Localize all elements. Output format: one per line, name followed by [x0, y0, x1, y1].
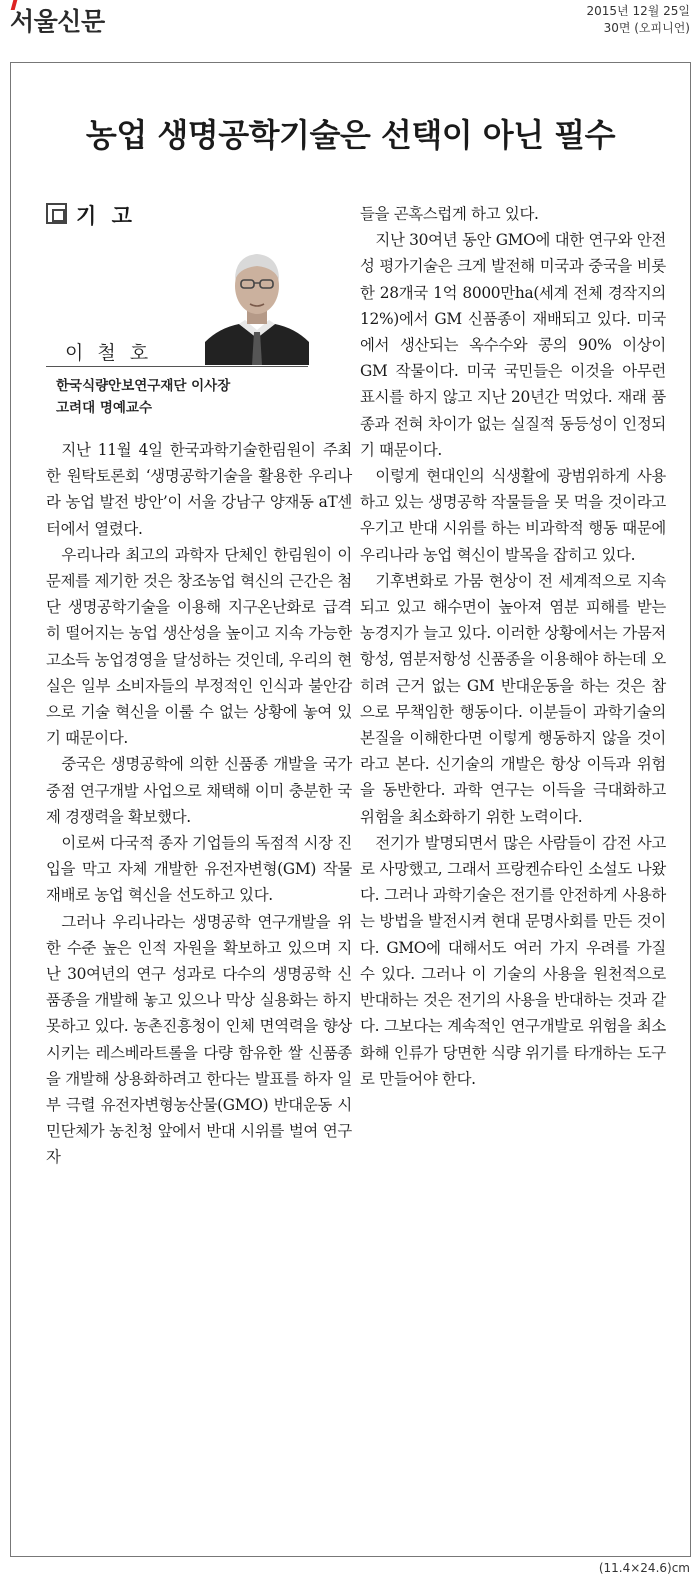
- body-paragraph-continued: 들을 곤혹스럽게 하고 있다.: [360, 205, 539, 223]
- author-title-primary: 한국식량안보연구재단 이사장: [56, 378, 231, 394]
- author-portrait: [205, 240, 309, 365]
- body-paragraph: 지난 30여년 동안 GMO에 대한 연구와 안전성 평가기술은 크게 발전해 미국과 중국을 비롯한 28개국 1억 8000만ha(세계 전체 경작지의 12%)에서 GM 신품종이 재배되고 있다. 미국에서 생산되는 옥수수와 콩의 90% 이상이 GM 작물이다. 미국 국민들은 이것을 아무런 표시를 하지 않고 지난 20년간 먹었다. 재래 품종과 전혀 차이가 없는 실질적 동등성이 인정되기 때문이다.: [360, 231, 666, 459]
- publication-meta: [587, 3, 690, 37]
- article-column-right: [360, 201, 666, 1092]
- body-paragraph: 그러나 우리나라는 생명공학 연구개발을 위한 수준 높은 인적 자원을 확보하고 있으며 지난 30여년의 연구 성과로 다수의 생명공학 신품종을 개발해 놓고 있으나 막상 실용화는 하지 못하고 있다. 농촌진흥청이 인체 면역력을 향상시키는 레스베라트롤을 다량 함유한 쌀 신품종을 개발해 상용화하려고 한다는 발표를 하자 일부 극렬 유전자변형농산물(GMO) 반대운동 시민단체가 농친청 앞에서 반대 시위를 벌여 연구자: [46, 912, 352, 1167]
- publication-date: 2015년 12월 25일: [586, 4, 690, 18]
- body-paragraph: 전기가 발명되면서 많은 사람들이 감전 사고로 사망했고, 그래서 프랑켄슈타인 소설도 나왔다. 그러나 과학기술은 전기를 안전하게 사용하는 방법을 발전시켜 현대 문명사회를 만든 것이다. GMO에 대해서도 여러 가지 우려를 가질 수 있다. 그러나 이 기술의 사용을 원천적으로 반대하는 것은 전기의 사용을 반대하는 것과 같다. 그보다는 계속적인 연구개발로 위험을 최소화해 인류가 당면한 식량 위기를 타개하는 도구로 만들어야 한다.: [360, 833, 666, 1088]
- article-column-left: [46, 437, 352, 1171]
- body-paragraph: 이렇게 현대인의 식생활에 광범위하게 사용하고 있는 생명공학 작물들을 못 먹을 것이라고 우기고 반대 시위를 하는 비과학적 행동 때문에 우리나라 농업 혁신이 발목을 잡히고 있다.: [360, 467, 666, 564]
- body-paragraph: 지난 11월 4일 한국과학기술한림원이 주최한 원탁토론회 ‘생명공학기술을 활용한 우리나라 농업 발전 방안’이 서울 강남구 양재동 aT센터에서 열렸다.: [46, 441, 352, 538]
- section-label: 기 고: [76, 204, 136, 228]
- author-name: 이 철 호: [65, 342, 153, 364]
- page-section: 30면 (오피니언): [603, 21, 690, 35]
- body-paragraph: 기후변화로 가뭄 현상이 전 세계적으로 지속되고 있고 해수면이 높아져 염분 피해를 받는 농경지가 늘고 있다. 이러한 상황에서는 가뭄저항성, 염분저항성 신품종을 이용해야 하는데 오히려 근거 없는 GM 반대운동을 하는 것은 참으로 무책임한 행동이다. 이분들이 과학기술의 본질을 이해한다면 이렇게 행동하지 않을 것이라고 본다. 신기술의 개발은 항상 이득과 위험을 동반한다. 과학 연구는 이득을 극대화하고 위험을 최소화하기 위한 노력이다.: [360, 571, 666, 826]
- body-paragraph: 중국은 생명공학에 의한 신품종 개발을 국가 중점 연구개발 사업으로 채택해 이미 충분한 국제 경쟁력을 확보했다.: [46, 755, 352, 826]
- portrait-illustration: [205, 240, 309, 365]
- clipping-size: (11.4×24.6)cm: [598, 1561, 690, 1575]
- body-paragraph: 이로써 다국적 종자 기업들의 독점적 시장 진입을 막고 자체 개발한 유전자변형(GM) 작물 재배로 농업 혁신을 선도하고 있다.: [46, 834, 352, 905]
- square-frame-icon: [46, 203, 67, 224]
- author-title-secondary: 고려대 명예교수: [56, 400, 152, 416]
- newspaper-logo: 서울신문: [10, 7, 105, 36]
- masthead: [0, 0, 700, 46]
- body-paragraph: 우리나라 최고의 과학자 단체인 한림원이 이 문제를 제기한 것은 창조농업 혁신의 근간은 첨단 생명공학기술을 이용해 지구온난화로 급격히 떨어지는 농업 생산성을 높이고 지속 가능한 고소득 농업경영을 달성하는 것인데, 우리의 현실은 일부 소비자들의 부정적인 인식과 불안감으로 기술 혁신을 이룰 수 없는 상황에 놓여 있기 때문이다.: [46, 545, 352, 748]
- article-headline: 농업 생명공학기술은 선택이 아닌 필수: [85, 116, 616, 154]
- author-divider: [46, 366, 308, 367]
